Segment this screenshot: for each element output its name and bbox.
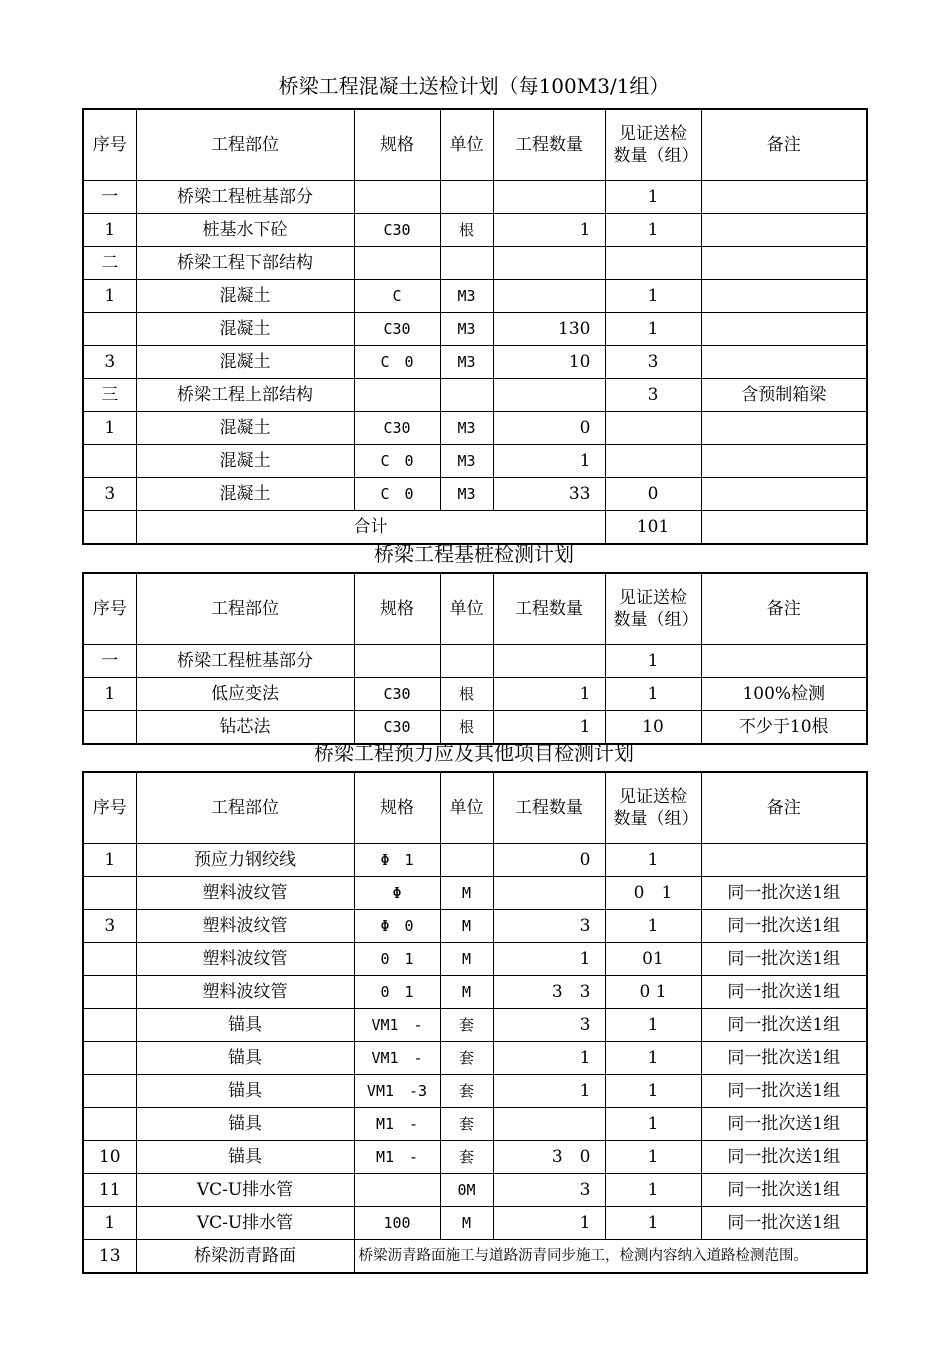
cell-part: 桥梁工程桩基部分 [136, 645, 354, 678]
cell-unit: M [440, 943, 493, 976]
cell-unit: 套 [440, 1141, 493, 1174]
cell-qty [493, 181, 605, 214]
cell-qty: 1 [493, 943, 605, 976]
cell-qty: 1 [493, 214, 605, 247]
header-samples: 见证送检数量（组） [605, 573, 701, 645]
cell-samples: 1 [605, 181, 701, 214]
cell-samples: 1 [605, 214, 701, 247]
cell-note: 同一批次送1组 [701, 1207, 867, 1240]
cell-unit: M3 [440, 445, 493, 478]
cell-part: 混凝土 [136, 313, 354, 346]
cell-note [701, 247, 867, 280]
table-row [83, 910, 867, 943]
cell-no: 1 [83, 1207, 136, 1240]
table-row [83, 478, 867, 511]
cell-samples: 1 [605, 1075, 701, 1108]
cell-part: 锚具 [136, 1141, 354, 1174]
cell-unit: 套 [440, 1108, 493, 1141]
cell-spec: 100 [354, 1207, 440, 1240]
header-qty: 工程数量 [493, 109, 605, 181]
cell-samples: 3 [605, 346, 701, 379]
cell-samples: 1 [605, 1108, 701, 1141]
cell-note [701, 181, 867, 214]
cell-no: 3 [83, 346, 136, 379]
section2-title: 桥梁工程基桩检测计划 [374, 542, 574, 566]
cell-qty [493, 1108, 605, 1141]
header-spec: 规格 [354, 772, 440, 844]
cell-qty: 33 [493, 478, 605, 511]
cell-samples: 1 [605, 1174, 701, 1207]
cell-note: 同一批次送1组 [701, 877, 867, 910]
cell-spec: C 0 [354, 346, 440, 379]
header-unit: 单位 [440, 573, 493, 645]
table-row [83, 346, 867, 379]
cell-unit: 套 [440, 1009, 493, 1042]
header-qty: 工程数量 [493, 573, 605, 645]
table-row [83, 645, 867, 678]
cell-note: 同一批次送1组 [701, 1174, 867, 1207]
cell-no [83, 877, 136, 910]
cell-no [83, 711, 136, 745]
cell-part: 塑料波纹管 [136, 877, 354, 910]
cell-spec [354, 379, 440, 412]
header-samples: 见证送检数量（组） [605, 772, 701, 844]
header-no: 序号 [83, 109, 136, 181]
header-row [83, 109, 867, 181]
table-row [83, 181, 867, 214]
cell-qty [493, 379, 605, 412]
cell-spec [354, 645, 440, 678]
cell-samples: 1 [605, 910, 701, 943]
cell-samples: 0 1 [605, 877, 701, 910]
cell-qty: 3 0 [493, 1141, 605, 1174]
cell-unit: 根 [440, 678, 493, 711]
header-row [83, 573, 867, 645]
cell-unit: M3 [440, 280, 493, 313]
table-row [83, 1009, 867, 1042]
header-row [83, 772, 867, 844]
cell-no [83, 445, 136, 478]
cell-part: 塑料波纹管 [136, 943, 354, 976]
cell-no: 3 [83, 910, 136, 943]
cell-samples: 3 [605, 379, 701, 412]
cell-spec: VM1 -3 [354, 1075, 440, 1108]
cell-no [83, 1009, 136, 1042]
cell-samples: 1 [605, 844, 701, 877]
asphalt-row [83, 1240, 867, 1274]
cell-no: 1 [83, 412, 136, 445]
cell-spec: VM1 - [354, 1009, 440, 1042]
cell-unit [440, 844, 493, 877]
cell-samples: 1 [605, 1141, 701, 1174]
cell-note [701, 214, 867, 247]
cell-note-merged: 桥梁沥青路面施工与道路沥青同步施工，检测内容纳入道路检测范围。 [354, 1240, 867, 1274]
cell-part: VC-U排水管 [136, 1207, 354, 1240]
table-row [83, 844, 867, 877]
cell-no: 三 [83, 379, 136, 412]
cell-note [701, 478, 867, 511]
cell-qty: 0 [493, 844, 605, 877]
cell-qty: 1 [493, 1075, 605, 1108]
cell-qty [493, 877, 605, 910]
table-row [83, 445, 867, 478]
cell-unit: M [440, 976, 493, 1009]
total-label: 合计 [136, 511, 605, 545]
cell-qty: 3 3 [493, 976, 605, 1009]
pile-test-table [82, 572, 868, 745]
table-row [83, 1174, 867, 1207]
cell-part: 桥梁工程上部结构 [136, 379, 354, 412]
cell-part: 锚具 [136, 1042, 354, 1075]
header-no: 序号 [83, 573, 136, 645]
cell-no: 11 [83, 1174, 136, 1207]
cell-part: 桥梁工程下部结构 [136, 247, 354, 280]
cell-unit [440, 379, 493, 412]
cell-unit: M3 [440, 313, 493, 346]
cell-unit: 根 [440, 711, 493, 745]
cell-samples: 10 [605, 711, 701, 745]
total-value: 101 [605, 511, 701, 545]
cell-spec [354, 247, 440, 280]
cell-qty: 3 [493, 1174, 605, 1207]
cell-qty: 10 [493, 346, 605, 379]
cell-unit: M3 [440, 412, 493, 445]
cell-spec [354, 1174, 440, 1207]
cell-part: 混凝土 [136, 412, 354, 445]
prestress-test-table [82, 771, 868, 1274]
cell-spec: C 0 [354, 445, 440, 478]
header-note: 备注 [701, 573, 867, 645]
header-part: 工程部位 [136, 109, 354, 181]
cell-note [701, 844, 867, 877]
cell-samples: 1 [605, 280, 701, 313]
cell-qty [493, 645, 605, 678]
cell-samples: 1 [605, 678, 701, 711]
cell-spec: 0 1 [354, 976, 440, 1009]
header-spec: 规格 [354, 573, 440, 645]
table-row [83, 1207, 867, 1240]
cell-note: 同一批次送1组 [701, 1009, 867, 1042]
section1-title: 桥梁工程混凝土送检计划（每100M3/1组） [278, 74, 670, 98]
cell-note [701, 511, 867, 545]
cell-no: 13 [83, 1240, 136, 1274]
cell-note: 同一批次送1组 [701, 1075, 867, 1108]
table-row [83, 943, 867, 976]
cell-spec: Φ [354, 877, 440, 910]
table-row [83, 976, 867, 1009]
cell-part: 桩基水下砼 [136, 214, 354, 247]
cell-unit: M [440, 877, 493, 910]
cell-note [701, 645, 867, 678]
header-unit: 单位 [440, 772, 493, 844]
cell-part: VC-U排水管 [136, 1174, 354, 1207]
cell-part: 钻芯法 [136, 711, 354, 745]
cell-samples: 1 [605, 1207, 701, 1240]
cell-qty: 0 [493, 412, 605, 445]
cell-samples: 1 [605, 645, 701, 678]
cell-samples [605, 247, 701, 280]
cell-no: 一 [83, 181, 136, 214]
cell-note: 含预制箱梁 [701, 379, 867, 412]
table-row [83, 247, 867, 280]
cell-part: 锚具 [136, 1075, 354, 1108]
cell-note [701, 412, 867, 445]
cell-note: 同一批次送1组 [701, 910, 867, 943]
cell-no: 1 [83, 678, 136, 711]
cell-part: 混凝土 [136, 478, 354, 511]
cell-spec: Φ 1 [354, 844, 440, 877]
cell-note [701, 313, 867, 346]
cell-unit: 套 [440, 1075, 493, 1108]
header-part: 工程部位 [136, 772, 354, 844]
cell-qty: 130 [493, 313, 605, 346]
header-spec: 规格 [354, 109, 440, 181]
cell-qty: 3 [493, 1009, 605, 1042]
cell-no [83, 1108, 136, 1141]
cell-part: 塑料波纹管 [136, 910, 354, 943]
cell-note: 同一批次送1组 [701, 1108, 867, 1141]
cell-samples: 1 [605, 1042, 701, 1075]
cell-note [701, 445, 867, 478]
cell-no [83, 511, 136, 545]
cell-qty: 1 [493, 678, 605, 711]
cell-note [701, 280, 867, 313]
cell-spec: C30 [354, 711, 440, 745]
header-qty: 工程数量 [493, 772, 605, 844]
cell-unit [440, 181, 493, 214]
cell-note: 同一批次送1组 [701, 1141, 867, 1174]
cell-part: 桥梁工程桩基部分 [136, 181, 354, 214]
cell-no: 一 [83, 645, 136, 678]
table-row [83, 1042, 867, 1075]
header-note: 备注 [701, 109, 867, 181]
cell-unit: 0M [440, 1174, 493, 1207]
cell-spec: C30 [354, 412, 440, 445]
table-row [83, 1108, 867, 1141]
cell-part: 桥梁沥青路面 [136, 1240, 354, 1274]
cell-samples: 0 [605, 478, 701, 511]
cell-spec: C30 [354, 313, 440, 346]
header-no: 序号 [83, 772, 136, 844]
cell-note: 同一批次送1组 [701, 976, 867, 1009]
cell-unit: M [440, 910, 493, 943]
cell-samples: 1 [605, 1009, 701, 1042]
concrete-test-table [82, 108, 868, 545]
cell-part: 预应力钢绞线 [136, 844, 354, 877]
table-row [83, 214, 867, 247]
cell-unit: 套 [440, 1042, 493, 1075]
table-row [83, 313, 867, 346]
cell-no: 3 [83, 478, 136, 511]
table-row [83, 711, 867, 745]
header-samples: 见证送检数量（组） [605, 109, 701, 181]
cell-qty [493, 280, 605, 313]
table-row [83, 379, 867, 412]
cell-part: 混凝土 [136, 280, 354, 313]
cell-part: 塑料波纹管 [136, 976, 354, 1009]
cell-note [701, 346, 867, 379]
cell-unit: 根 [440, 214, 493, 247]
cell-qty: 1 [493, 1207, 605, 1240]
cell-no: 10 [83, 1141, 136, 1174]
table-row [83, 1141, 867, 1174]
cell-qty [493, 247, 605, 280]
cell-unit: M3 [440, 478, 493, 511]
table-row [83, 280, 867, 313]
cell-unit: M3 [440, 346, 493, 379]
header-note: 备注 [701, 772, 867, 844]
cell-spec: 0 1 [354, 943, 440, 976]
cell-spec: C30 [354, 214, 440, 247]
cell-part: 混凝土 [136, 445, 354, 478]
cell-samples [605, 445, 701, 478]
cell-no [83, 1042, 136, 1075]
total-row [83, 511, 867, 545]
cell-unit: M [440, 1207, 493, 1240]
cell-qty: 3 [493, 910, 605, 943]
cell-samples [605, 412, 701, 445]
cell-spec: VM1 - [354, 1042, 440, 1075]
cell-spec: C 0 [354, 478, 440, 511]
cell-no: 二 [83, 247, 136, 280]
cell-spec: C30 [354, 678, 440, 711]
cell-spec [354, 181, 440, 214]
cell-note: 同一批次送1组 [701, 943, 867, 976]
cell-no: 1 [83, 214, 136, 247]
cell-no [83, 313, 136, 346]
cell-unit [440, 247, 493, 280]
header-unit: 单位 [440, 109, 493, 181]
header-part: 工程部位 [136, 573, 354, 645]
section3-title: 桥梁工程预力应及其他项目检测计划 [314, 741, 634, 765]
cell-part: 锚具 [136, 1009, 354, 1042]
cell-qty: 1 [493, 445, 605, 478]
cell-no [83, 943, 136, 976]
cell-note: 不少于10根 [701, 711, 867, 745]
cell-samples: 1 [605, 313, 701, 346]
cell-part: 锚具 [136, 1108, 354, 1141]
cell-no [83, 1075, 136, 1108]
table-row [83, 412, 867, 445]
cell-no: 1 [83, 844, 136, 877]
table-row [83, 678, 867, 711]
cell-no: 1 [83, 280, 136, 313]
cell-qty: 1 [493, 711, 605, 745]
cell-spec: M1 - [354, 1141, 440, 1174]
cell-no [83, 976, 136, 1009]
cell-spec: M1 - [354, 1108, 440, 1141]
cell-qty: 1 [493, 1042, 605, 1075]
cell-spec: Φ 0 [354, 910, 440, 943]
cell-note: 同一批次送1组 [701, 1042, 867, 1075]
cell-part: 混凝土 [136, 346, 354, 379]
cell-unit [440, 645, 493, 678]
table-row [83, 1075, 867, 1108]
cell-part: 低应变法 [136, 678, 354, 711]
cell-spec: C [354, 280, 440, 313]
cell-samples: 01 [605, 943, 701, 976]
cell-samples: 0 1 [605, 976, 701, 1009]
table-row [83, 877, 867, 910]
cell-note: 100%检测 [701, 678, 867, 711]
